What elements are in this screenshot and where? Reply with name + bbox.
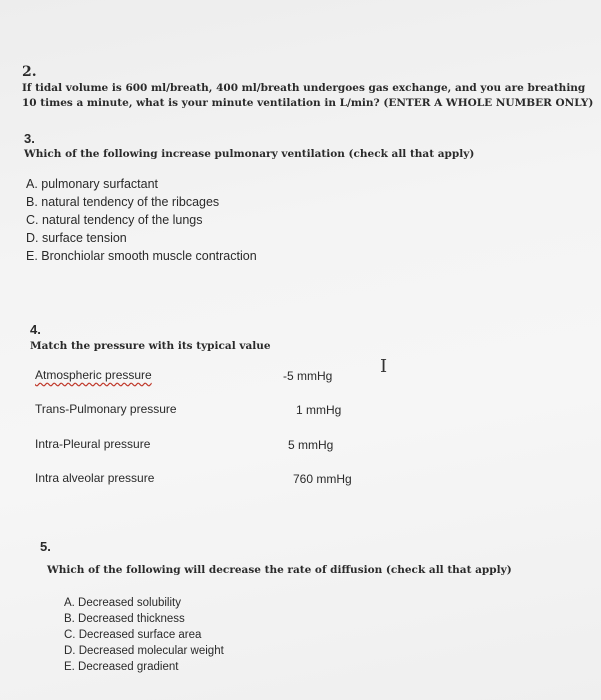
question-2-text: If tidal volume is 600 ml/breath, 400 ml/breath undergoes gas exchange, and you are breathing 10 times a minute, what is your minute ventilation in L/min? (ENTER A WHOLE NUMBER ONLY) (22, 82, 594, 109)
match-right-2[interactable]: 1 mmHg (296, 403, 342, 417)
text-cursor-icon: I (380, 356, 388, 377)
question-2 (22, 64, 597, 111)
option-b[interactable]: B. natural tendency of the ribcages (26, 195, 220, 209)
question-4-number: 4. (30, 322, 41, 337)
option-c[interactable]: C. natural tendency of the lungs (26, 213, 203, 227)
question-4 (30, 322, 430, 354)
match-right-3[interactable]: 5 mmHg (288, 438, 334, 452)
match-left-4[interactable]: Intra alveolar pressure (35, 471, 155, 485)
question-3 (24, 131, 584, 162)
match-right-4[interactable]: 760 mmHg (293, 472, 352, 486)
option-e[interactable]: E. Decreased gradient (64, 661, 179, 673)
question-5-number: 5. (40, 539, 51, 554)
option-b[interactable]: B. Decreased thickness (64, 613, 185, 625)
question-5 (40, 539, 560, 578)
question-3-number: 3. (24, 131, 35, 146)
option-a[interactable]: A. pulmonary surfactant (26, 177, 159, 191)
question-5-text: Which of the following will decrease the rate of diffusion (check all that apply) (47, 564, 512, 576)
question-3-options (26, 175, 257, 265)
option-a[interactable]: A. Decreased solubility (64, 597, 181, 609)
match-left-3[interactable]: Intra-Pleural pressure (35, 437, 151, 451)
option-d[interactable]: D. Decreased molecular weight (64, 645, 224, 657)
match-right-1[interactable]: -5 mmHg (283, 369, 333, 383)
question-4-text: Match the pressure with its typical value (30, 340, 271, 352)
question-3-text: Which of the following increase pulmonary ventilation (check all that apply) (24, 148, 475, 160)
match-left-1[interactable]: Atmospheric pressure (35, 368, 152, 382)
option-e[interactable]: E. Bronchiolar smooth muscle contraction (26, 249, 257, 263)
option-c[interactable]: C. Decreased surface area (64, 629, 202, 641)
option-d[interactable]: D. surface tension (26, 231, 127, 245)
question-2-number: 2. (22, 64, 37, 80)
match-left-2[interactable]: Trans-Pulmonary pressure (35, 402, 177, 416)
question-5-options (64, 595, 224, 675)
